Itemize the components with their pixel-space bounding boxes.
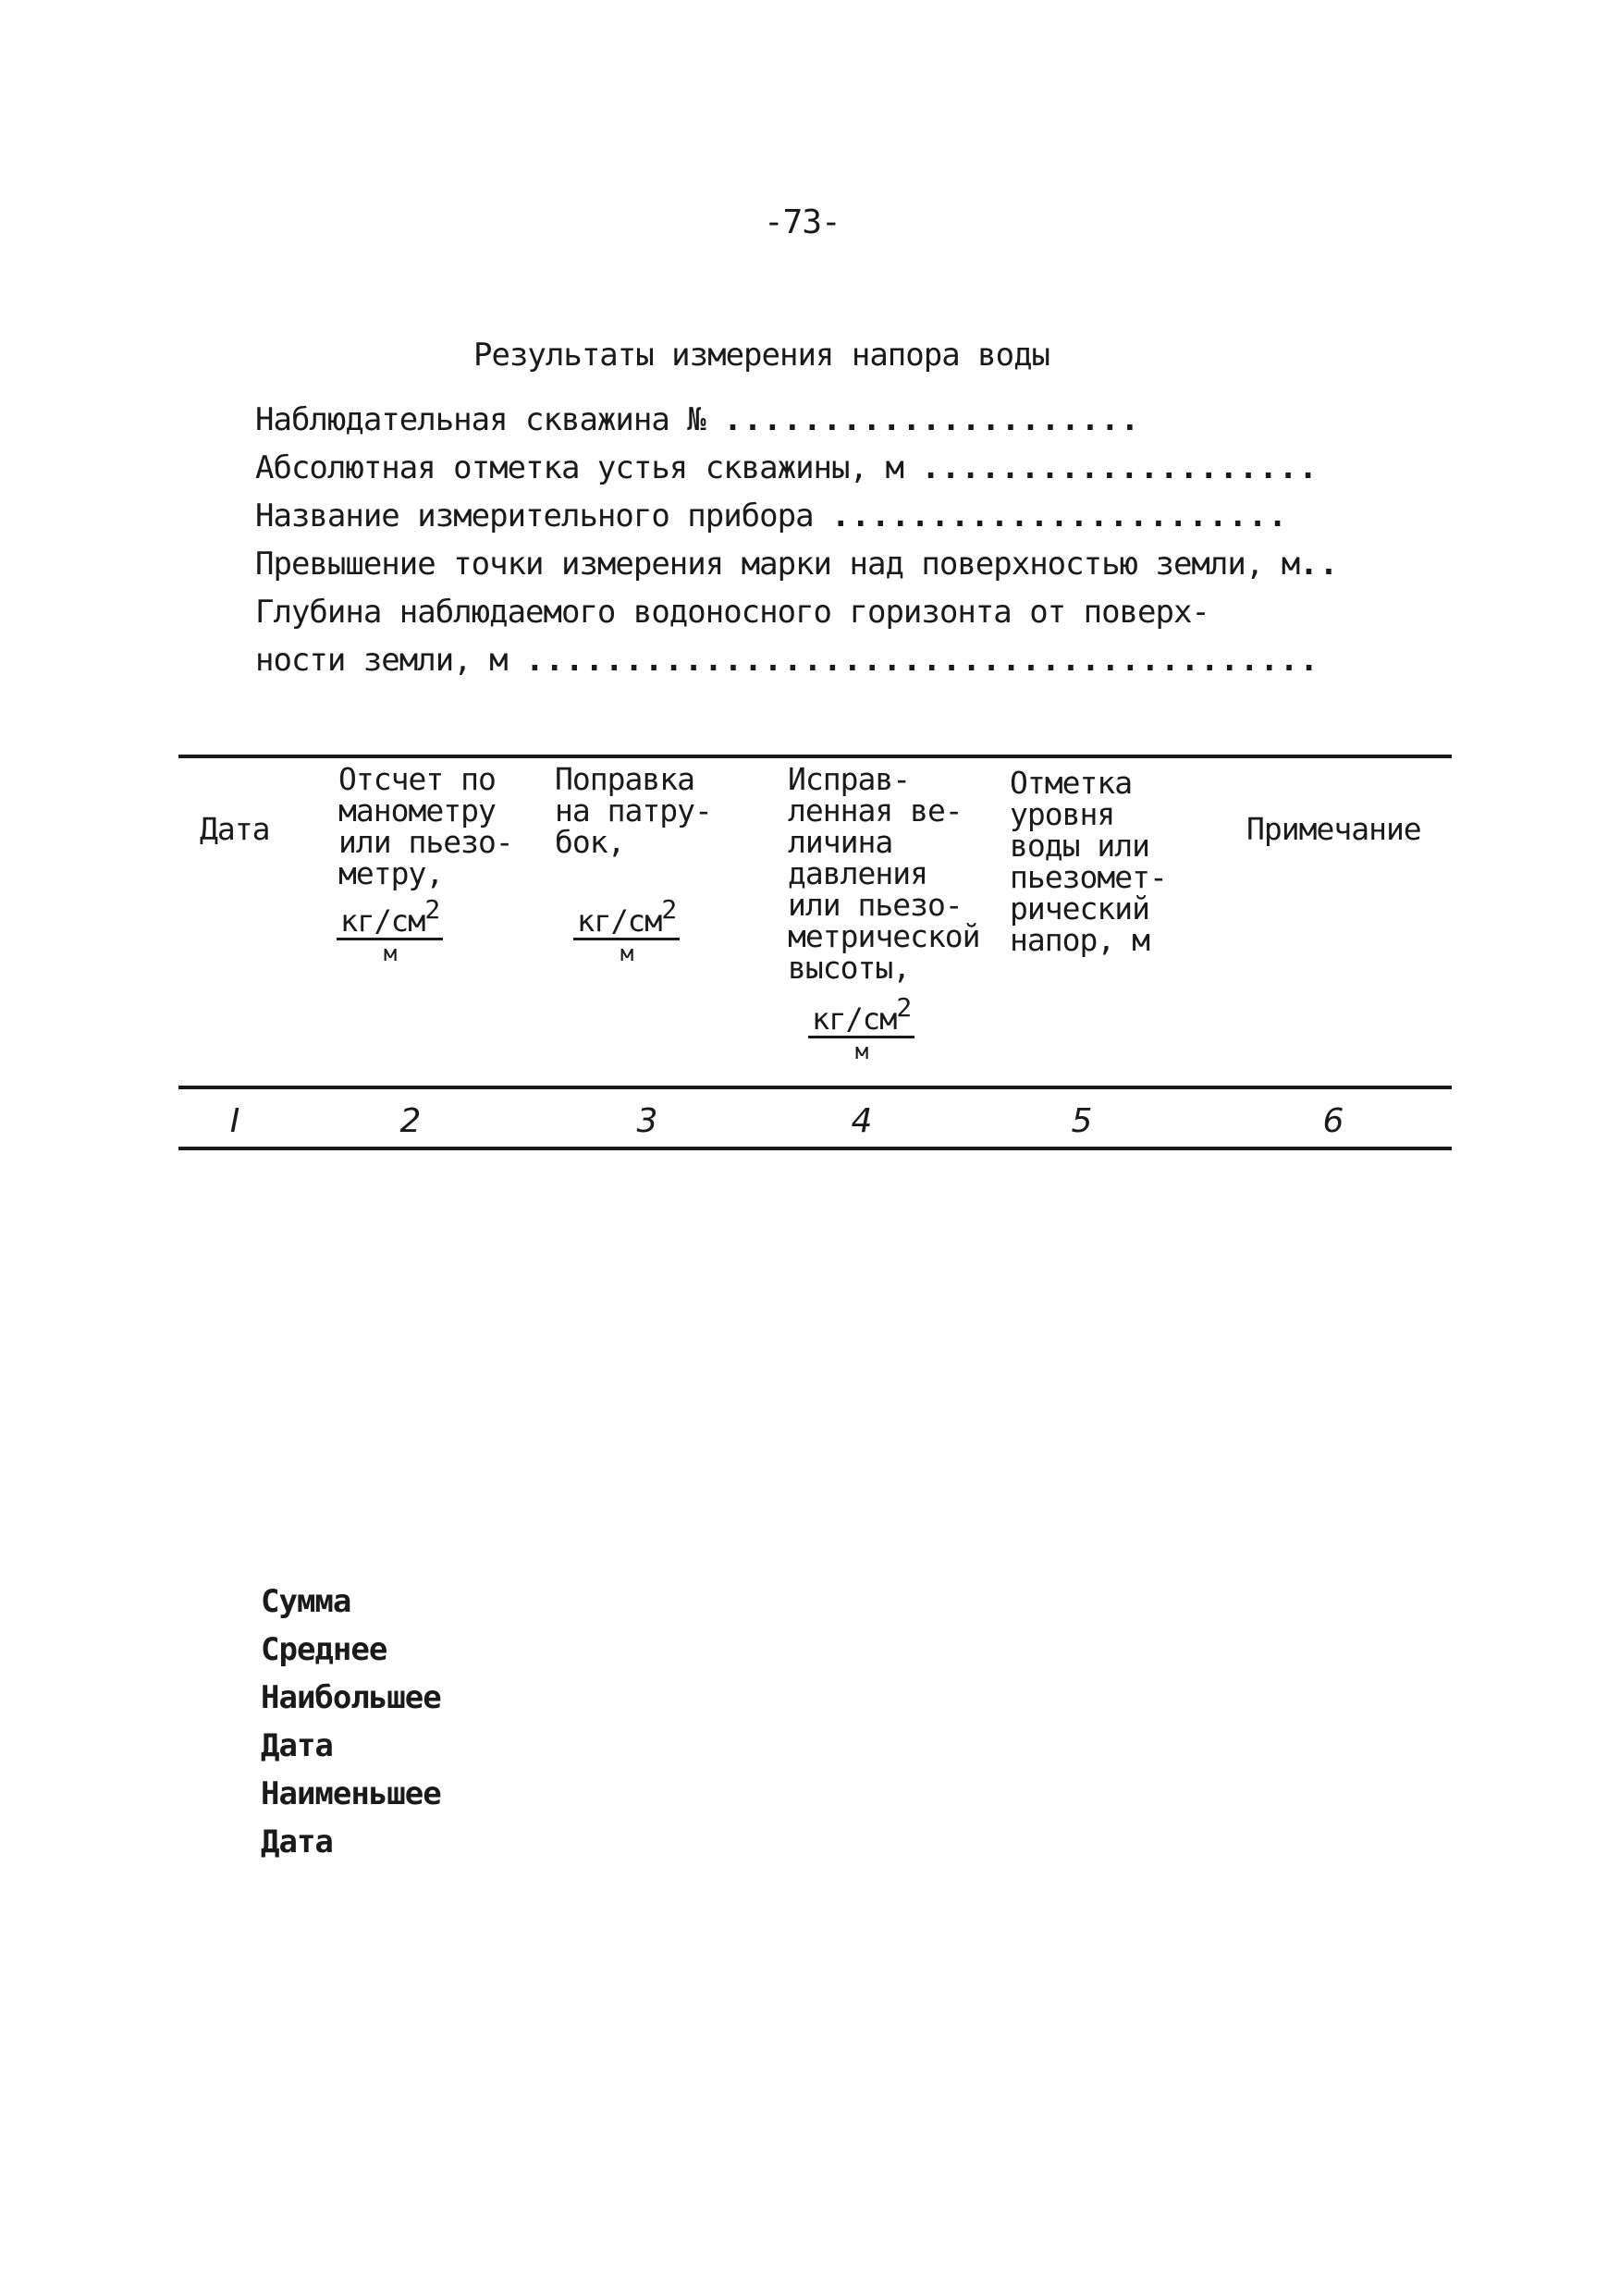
header-corrected-value: Исправ- ленная ве- личина давления или пьезо- метрической высоты,: [788, 761, 980, 986]
field-dots: ........................................: [525, 642, 1319, 679]
field-label: Превышение точки измерения марки над поверхностью земли, м: [255, 546, 1300, 583]
unit-numerator: [337, 894, 443, 940]
field-aquifer-depth: [255, 594, 1209, 631]
header-note: Примечание: [1246, 811, 1421, 847]
column-number-6: 6: [1322, 1102, 1344, 1140]
unit-superscript: 2: [896, 992, 912, 1023]
unit-numerator: [808, 992, 914, 1038]
summary-min: Наименьшее: [261, 1775, 441, 1812]
field-instrument-name: [255, 497, 1288, 534]
summary-max: Наибольшее: [261, 1679, 441, 1716]
field-dots: ....................: [921, 449, 1319, 486]
field-label: Глубина наблюдаемого водоносного горизонта от поверх-: [255, 594, 1209, 631]
summary-mean: Среднее: [261, 1631, 387, 1668]
form-title: Результаты измерения напора воды: [473, 337, 1050, 374]
field-label: Абсолютная отметка устья скважины, м: [255, 449, 903, 486]
field-dots: .....................: [723, 401, 1141, 438]
field-absolute-elevation: [255, 449, 1319, 486]
column-number-5: 5: [1071, 1102, 1093, 1140]
unit-superscript: 2: [424, 894, 440, 925]
field-dots: .......................: [831, 497, 1288, 534]
unit-correction: [573, 894, 680, 966]
table-header-rule: [178, 1086, 1452, 1089]
unit-numerator: [573, 894, 680, 940]
field-aquifer-depth-cont: [255, 642, 1319, 679]
page-number: -73-: [764, 203, 841, 241]
unit-text: кг/см: [577, 903, 662, 939]
table-number-rule: [178, 1147, 1452, 1150]
unit-denominator: м: [854, 1038, 868, 1064]
table-top-rule: [178, 755, 1452, 758]
field-dots: ..: [1299, 546, 1340, 583]
unit-gauge-reading: [337, 894, 443, 966]
unit-text: кг/см: [340, 903, 425, 939]
unit-superscript: 2: [661, 894, 677, 925]
field-label: ности земли, м: [255, 642, 508, 679]
field-mark-elevation: [255, 546, 1339, 583]
unit-denominator: м: [383, 940, 397, 966]
field-observation-well: [255, 401, 1140, 438]
header-date: Дата: [200, 811, 270, 847]
column-number-1: I: [229, 1102, 240, 1140]
summary-sum: Сумма: [261, 1583, 351, 1620]
summary-min-date: Дата: [261, 1823, 333, 1860]
header-correction: Поправка на патру- бок,: [555, 761, 712, 860]
summary-max-date: Дата: [261, 1727, 333, 1764]
field-label: Наблюдательная скважина №: [255, 401, 706, 438]
header-gauge-reading: Отсчет по манометру или пьезо- метру,: [338, 761, 513, 891]
field-label: Название измерительного прибора: [255, 497, 814, 534]
unit-corrected-value: [808, 992, 914, 1064]
column-number-3: 3: [636, 1102, 658, 1140]
unit-text: кг/см: [812, 1001, 897, 1037]
unit-denominator: м: [620, 940, 633, 966]
column-number-4: 4: [851, 1102, 873, 1140]
column-number-2: 2: [399, 1102, 422, 1140]
header-water-level: Отметка уровня воды или пьезомет- рический напор, м: [1010, 765, 1167, 958]
